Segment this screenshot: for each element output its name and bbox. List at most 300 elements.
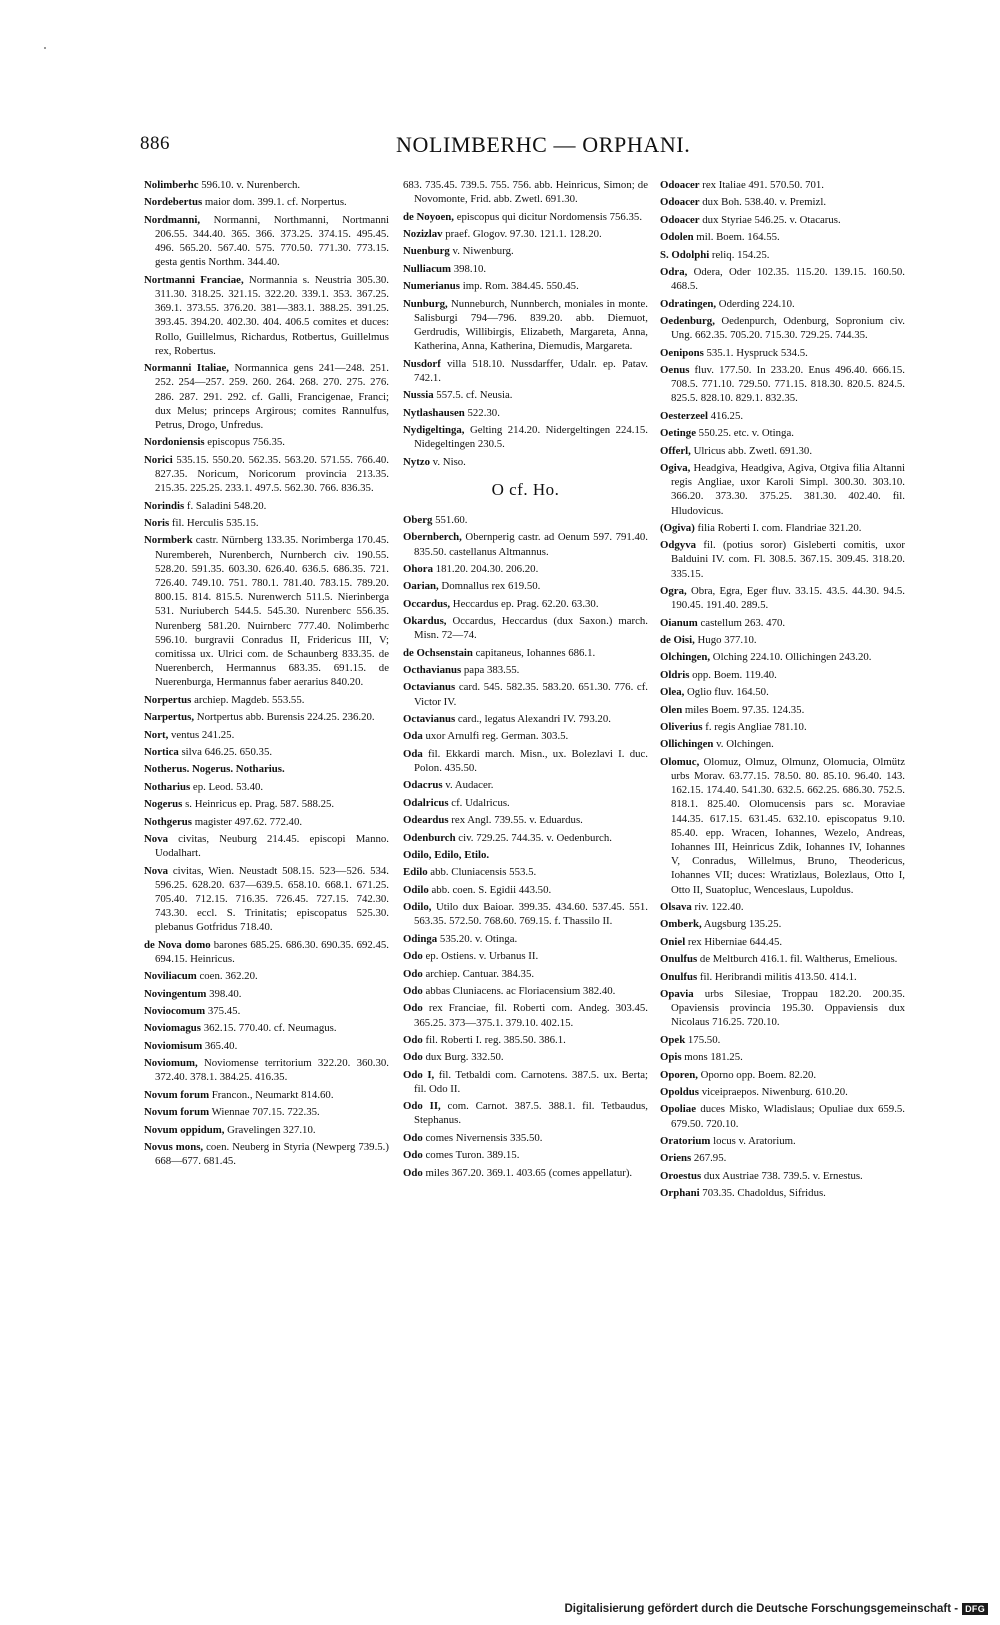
entry-headword: Nydigeltinga,	[403, 423, 465, 436]
index-entry	[403, 227, 648, 241]
entry-references: Olomuz, Olmuz, Olmunz, Olomucia, Olmütz urbs Morav. 63.77.15. 78.50. 80. 85.10. 96.40. 143. 162.15. 174.40. 541.30. 632.5. 662.25. 686.30. 752.5. 818.1. 825.40. Olomucensis pars sc. Moraviae 144.35. 617.15. 631.45. 632.10. episcopatus 9.10. 85.40. epp. Wracen, Iohannes, Wezelo, Andreas, Iohannes III, Heinricus Zdik, Iohannes IV, Iohannes V, Conradus, Willelmus, Bruno, Theodericus, Iohannes VII; duces: Wratizlaus, Bolezlaus, Otto I, Otto II, Suatopluc, Wenceslaus, Lupoldus.	[671, 755, 905, 896]
entry-headword: Novum forum	[144, 1106, 210, 1119]
entry-headword: Olen	[660, 703, 683, 716]
entry-references: card. 545. 582.35. 583.20. 651.30. 776. cf. Victor IV.	[414, 681, 648, 708]
index-entry	[660, 178, 905, 192]
entry-references: magister 497.62. 772.40.	[192, 815, 303, 828]
entry-references: Gelting 214.20. Nidergeltingen 224.15. Nidegeltingen 230.5.	[414, 423, 648, 451]
entry-headword: Onulfus	[660, 953, 698, 966]
entry-headword: Odra,	[660, 265, 688, 278]
entry-references: civitas, Wien. Neustadt 508.15. 523—526. 534. 596.25. 628.20. 637—639.5. 658.10. 668.1. 671.25. 705.40. 712.15. 716.35. 726.45. 727.15. 742.30. 743.30. eccl. S. Trinitatis; episcopatus 525.30. plebanus Gotfridus 718.40.	[155, 864, 389, 934]
entry-references: opp. Boem. 119.40.	[689, 668, 777, 681]
index-entry	[403, 848, 648, 862]
index-entry	[144, 516, 389, 530]
entry-references: ep. Leod. 53.40.	[190, 780, 264, 793]
credit-text: Digitalisierung gefördert durch die Deutsche Forschungsgemeinschaft -	[564, 1603, 959, 1615]
entry-references: 550.25. etc. v. Otinga.	[695, 427, 794, 440]
entry-headword: Onulfus	[660, 970, 698, 983]
entry-references: Utilo dux Baioar. 399.35. 434.60. 537.45. 551. 563.35. 572.50. 768.60. 769.15. f. Thassilo II.	[414, 901, 648, 928]
index-entry	[660, 1169, 905, 1183]
entry-references: Normannica gens 241—248. 251. 252. 254—257. 259. 260. 264. 268. 270. 275. 276. 286. 287. 291. 292. cf. Galli, Francigenae, Franci; dux Melus; princeps Argirous; comites Rannulfus, Petrus, Drogo, Unfredus.	[155, 362, 389, 431]
index-entry	[403, 865, 648, 879]
entry-headword: Odo	[403, 1131, 423, 1144]
index-entry	[660, 363, 905, 406]
entry-headword: Omberk,	[660, 918, 702, 931]
entry-references: 365.40.	[202, 1039, 238, 1052]
entry-headword: Opek	[660, 1033, 686, 1046]
index-entry	[403, 1099, 648, 1127]
entry-references: Oporno opp. Boem. 82.20.	[697, 1068, 817, 1081]
entry-headword: Normberk	[144, 534, 193, 547]
entry-references: Gravelingen 327.10.	[224, 1123, 316, 1136]
entry-references: Normanni, Northmanni, Nortmanni 206.55. 344.40. 365. 366. 373.25. 374.15. 495.45. 496. 565.20. 567.40. 575. 770.50. 771.30. 773.15. gesta gentis Northm. 344.40.	[155, 213, 389, 269]
entry-headword: Oratorium	[660, 1134, 711, 1147]
index-entry	[403, 455, 648, 469]
entry-headword: Nuenburg	[403, 245, 450, 258]
entry-headword: Normanni Italiae,	[144, 362, 229, 375]
index-column-3	[660, 178, 905, 1203]
entry-headword: Ogiva,	[660, 461, 691, 474]
entry-headword: Oenus	[660, 363, 690, 376]
entry-headword: Nussia	[403, 389, 434, 402]
index-entry	[144, 864, 389, 935]
entry-headword: Nordmanni,	[144, 213, 201, 226]
entry-headword: Narpertus,	[144, 711, 195, 724]
entry-references: 557.5. cf. Neusia.	[433, 389, 513, 402]
entry-references: locus v. Aratorium.	[710, 1134, 796, 1147]
entry-references: archiep. Magdeb. 553.55.	[191, 693, 305, 706]
index-entry	[403, 513, 648, 527]
entry-headword: Oedenburg,	[660, 314, 715, 327]
index-entry	[144, 969, 389, 983]
index-entry	[144, 745, 389, 759]
entry-headword: Oda	[403, 747, 423, 760]
entry-headword: Odinga	[403, 932, 438, 945]
entry-references: barones 685.25. 686.30. 690.35. 692.45. 694.15. Heinricus.	[155, 938, 390, 965]
entry-references: 398.40.	[206, 987, 242, 1000]
entry-headword: Odo	[403, 1149, 423, 1162]
entry-headword: Odeardus	[403, 814, 449, 827]
entry-references: Francon., Neumarkt 814.60.	[209, 1088, 334, 1101]
entry-headword: Norpertus	[144, 693, 192, 706]
index-entry	[144, 213, 389, 270]
entry-references: dux Boh. 538.40. v. Premizl.	[699, 196, 827, 209]
entry-references: Ulricus abb. Zwetl. 691.30.	[690, 444, 813, 457]
entry-headword: Nunburg,	[403, 297, 448, 310]
index-entry	[660, 195, 905, 209]
index-entry	[403, 406, 648, 420]
entry-references: fil. (potius soror) Gisleberti comitis, uxor Balduini IV. com. Fl. 308.5. 367.15. 309.45. 318.20. 335.15.	[671, 539, 905, 580]
index-entry	[403, 1068, 648, 1096]
index-entry	[403, 279, 648, 293]
index-entry	[403, 984, 648, 998]
index-entry	[403, 1131, 648, 1145]
index-entry	[660, 314, 905, 342]
entry-headword: Noviomisum	[144, 1039, 203, 1052]
entry-references: Heccardus ep. Prag. 62.20. 63.30.	[450, 597, 599, 610]
index-entry	[403, 579, 648, 593]
entry-headword: Octhavianus	[403, 664, 462, 677]
index-entry	[403, 388, 648, 402]
index-entry	[660, 1151, 905, 1165]
entry-headword: Nogerus	[144, 798, 183, 811]
index-entry	[403, 883, 648, 897]
entry-references: comes Nivernensis 335.50.	[422, 1131, 543, 1144]
entry-references: fluv. 177.50. In 233.20. Enus 496.40. 666.15. 708.5. 771.10. 729.50. 771.15. 818.30. 820.5. 824.5. 825.5. 828.10. 829.1. 832.35.	[671, 363, 905, 405]
scan-speck	[44, 47, 46, 49]
entry-headword: Olsava	[660, 901, 692, 914]
entry-references: 267.95.	[691, 1152, 727, 1165]
index-entry	[144, 1056, 389, 1084]
entry-references: villa 518.10. Nussdarffer, Udalr. ep. Patav. 742.1.	[414, 357, 648, 384]
entry-headword: Novum oppidum,	[144, 1123, 225, 1136]
entry-references: silva 646.25. 650.35.	[178, 745, 273, 758]
entry-references: Nunneburch, Nunnberch, moniales in monte. Salisburgi 794—796. 839.20. abb. Diemuot, Gerdrudis, Willibirgis, Elizabeth, Margareta, Anna, Katherina, Anna, Katherina, Diemudis, Margareta.	[414, 297, 648, 353]
index-entry	[660, 737, 905, 751]
entry-references: urbs Silesiae, Troppau 182.20. 200.35. Opaviensis provincia 195.30. Oppaviensis dux Nicolaus 716.25. 720.10.	[671, 987, 905, 1029]
entry-references: castellum 263. 470.	[697, 616, 786, 629]
entry-references: rex Franciae, fil. Roberti com. Andeg. 303.45. 365.25. 373—375.1. 379.10. 402.15.	[414, 1002, 648, 1029]
entry-headword: Oriens	[660, 1152, 692, 1165]
entry-references: Oderding 224.10.	[716, 297, 795, 310]
index-entry	[144, 195, 389, 209]
entry-references: ventus 241.25.	[168, 728, 235, 741]
entry-references: Headgiva, Headgiva, Agiva, Otgiva filia Altanni regis Angliae, uxor Karoli Simpl. 300.30. 303.10. 366.20. 373.30. 375.25. 381.30. 402.40. fil. Hludovicus.	[671, 461, 905, 517]
index-entry	[660, 616, 905, 630]
entry-references: v. Olchingen.	[713, 738, 774, 751]
entry-references: 535.1. Hyspruck 534.5.	[703, 346, 808, 359]
index-entry	[403, 900, 648, 928]
index-entry	[144, 1123, 389, 1137]
index-entry	[403, 1166, 648, 1180]
entry-references: filia Roberti I. com. Flandriae 321.20.	[694, 521, 862, 534]
entry-references: coen. 362.20.	[196, 970, 258, 983]
entry-headword: Oetinge	[660, 427, 696, 440]
index-entry	[660, 952, 905, 966]
index-entry	[660, 1068, 905, 1082]
entry-headword: Odilo, Edilo, Etilo.	[403, 848, 490, 861]
entry-headword: Olea,	[660, 686, 685, 699]
entry-references: abb. coen. S. Egidii 443.50.	[428, 883, 552, 896]
entry-references: episcopus qui dicitur Nordomensis 756.35.	[454, 210, 643, 223]
entry-headword: Oroestus	[660, 1169, 702, 1182]
entry-headword: S. Odolphi	[660, 248, 710, 261]
entry-references: castr. Nürnberg 133.35. Norimberga 170.45. Nurembereh, Nurenberch, Nurnberch civ. 190.55. 528.20. 591.35. 603.30. 626.40. 636.5. 686.35. 721. 726.40. 749.10. 751. 780.1. 781.40. 783.15. 789.20. 800.15. 814. 815.5. Nurenwerch 511.5. Nierinberga 531. Nuriuberch 544.5. 545.30. Nurenberc 556.35. Nurenberg 581.20. Nuirnberc 777.40. Nolimberhc 596.10. burgravii Conradus II, Fridericus III, V; comitissa ux. Ulrici com. de Schaunberg 833.35. de Nuerenberch, Hermannus 683.35. 691.15. de Nuerenburga, Hermannus faber aerarius 840.20.	[155, 534, 389, 689]
entry-headword: Odo	[403, 1166, 423, 1179]
index-entry	[660, 1050, 905, 1064]
index-entry	[144, 832, 389, 860]
index-entry	[660, 1186, 905, 1200]
index-entry	[144, 273, 389, 358]
entry-headword: Oporen,	[660, 1068, 698, 1081]
index-entry	[144, 1105, 389, 1119]
entry-headword: Oniel	[660, 935, 686, 948]
entry-headword: Odgyva	[660, 539, 696, 552]
entry-headword: Odo	[403, 1033, 423, 1046]
entry-headword: Nozizlav	[403, 227, 443, 240]
index-entry	[660, 1033, 905, 1047]
entry-references: 175.50.	[685, 1033, 721, 1046]
entry-references: 375.45.	[205, 1005, 241, 1018]
index-entry	[660, 444, 905, 458]
entry-headword: Oianum	[660, 616, 698, 629]
index-entry	[403, 357, 648, 385]
index-entry	[660, 584, 905, 612]
index-entry	[660, 248, 905, 262]
entry-references: fil. Roberti I. reg. 385.50. 386.1.	[422, 1033, 566, 1046]
entry-headword: Oarian,	[403, 580, 439, 593]
entry-references: Noviomense territorium 322.20. 360.30. 372.40. 378.1. 384.25. 416.35.	[155, 1057, 389, 1084]
entry-references: comes Turon. 389.15.	[422, 1149, 520, 1162]
entry-references: Nortpertus abb. Burensis 224.25. 236.20.	[194, 711, 375, 724]
entry-headword: Opoldus	[660, 1085, 700, 1098]
entry-references: Wiennae 707.15. 722.35.	[209, 1106, 320, 1119]
entry-references: miles 367.20. 369.1. 403.65 (comes appellatur).	[422, 1166, 633, 1179]
entry-references: dux Burg. 332.50.	[422, 1051, 504, 1064]
index-entry	[660, 900, 905, 914]
entry-headword: Odo	[403, 950, 423, 963]
digitization-credit	[564, 1603, 988, 1615]
index-entry	[660, 521, 905, 535]
entry-references: s. Heinricus ep. Prag. 587. 588.25.	[182, 798, 335, 811]
index-entry	[403, 597, 648, 611]
entry-headword: Noviocomum	[144, 1005, 206, 1018]
entry-headword: Notharius	[144, 780, 191, 793]
entry-references: 416.25.	[707, 409, 744, 422]
entry-references: mons 181.25.	[681, 1051, 743, 1064]
entry-headword: Odalricus	[403, 796, 449, 809]
index-entry	[660, 265, 905, 293]
entry-references: dux Austriae 738. 739.5. v. Ernestus.	[701, 1169, 863, 1182]
entry-headword: Nort,	[144, 728, 169, 741]
entry-headword: Noviomum,	[144, 1057, 198, 1070]
entry-references: viceipraepos. Niwenburg. 610.20.	[699, 1085, 848, 1098]
index-entry	[660, 633, 905, 647]
index-entry	[403, 680, 648, 708]
entry-headword: Noris	[144, 516, 170, 529]
entry-headword: Offerl,	[660, 444, 691, 457]
entry-headword: Nytlashausen	[403, 406, 465, 419]
index-entry	[144, 1039, 389, 1053]
entry-references: fil. Tetbaldi com. Carnotens. 387.5. ux. Berta; fil. Odo II.	[414, 1068, 648, 1095]
entry-references: de Meltburch 416.1. fil. Waltherus, Emelious.	[697, 953, 898, 966]
entry-references: ep. Ostiens. v. Urbanus II.	[422, 950, 539, 963]
index-entry	[403, 813, 648, 827]
entry-references: Olching 224.10. Ollichingen 243.20.	[710, 651, 872, 664]
entry-headword: de Ochsenstain	[403, 646, 473, 659]
entry-references: dux Styriae 546.25. v. Otacarus.	[699, 213, 841, 226]
index-column-2	[403, 178, 648, 1183]
entry-headword: Nova	[144, 864, 168, 877]
entry-headword: Nortmanni Franciae,	[144, 273, 244, 286]
entry-headword: Olomuc,	[660, 755, 700, 768]
entry-headword: Occardus,	[403, 597, 451, 610]
entry-references: 703.35. Chadoldus, Sifridus.	[699, 1187, 826, 1200]
index-entry	[403, 1033, 648, 1047]
entry-references: f. Saladini 548.20.	[184, 499, 267, 512]
entry-headword: Odoacer	[660, 196, 700, 209]
entry-headword: Nortica	[144, 745, 179, 758]
index-entry	[403, 663, 648, 677]
index-entry	[660, 213, 905, 227]
index-entry	[144, 693, 389, 707]
entry-references: Obra, Egra, Eger fluv. 33.15. 43.5. 44.30. 94.5. 190.45. 191.40. 289.5.	[671, 585, 905, 612]
entry-references: Domnallus rex 619.50.	[438, 580, 541, 593]
entry-references: fil. Heribrandi militis 413.50. 414.1.	[697, 970, 857, 983]
entry-references: riv. 122.40.	[691, 901, 744, 914]
entry-references: Oedenpurch, Odenburg, Sopronium civ. Ung. 662.35. 705.20. 715.30. 729.25. 744.35.	[671, 314, 905, 342]
entry-headword: Ohora	[403, 562, 433, 575]
index-entry	[403, 1001, 648, 1029]
entry-headword: Novingentum	[144, 987, 207, 1000]
index-entry	[660, 297, 905, 311]
entry-headword: Ogra,	[660, 585, 687, 598]
index-entry	[403, 1050, 648, 1064]
entry-headword: Odratingen,	[660, 297, 717, 310]
entry-references: Hugo 377.10.	[694, 634, 757, 647]
entry-headword: Nordebertus	[144, 196, 203, 209]
entry-headword: Novum forum	[144, 1088, 210, 1101]
entry-headword: Numerianus	[403, 280, 460, 293]
entry-references: capitaneus, Iohannes 686.1.	[472, 646, 596, 659]
index-entry	[144, 178, 389, 192]
entry-references: 551.60.	[432, 513, 468, 526]
entry-references: 596.10. v. Nurenberch.	[198, 179, 301, 191]
index-column-1	[144, 178, 389, 1172]
entry-references: imp. Rom. 384.45. 550.45.	[460, 280, 579, 293]
index-entry	[660, 935, 905, 949]
entry-references: 683. 735.45. 739.5. 755. 756. abb. Heinricus, Simon; de Novomonte, Frid. abb. Zwetl. 691.30.	[403, 179, 648, 206]
index-entry	[403, 949, 648, 963]
entry-headword: Novus mons,	[144, 1141, 204, 1154]
index-entry	[144, 1140, 389, 1168]
index-entry	[403, 796, 648, 810]
entry-headword: Notherus. Nogerus. Notharius.	[144, 763, 285, 776]
entry-headword: (Ogiva)	[660, 521, 695, 534]
entry-headword: Nulliacum	[403, 262, 451, 275]
index-entry	[660, 461, 905, 518]
entry-headword: Opoliae	[660, 1103, 696, 1116]
entry-references: 181.20. 204.30. 206.20.	[433, 562, 539, 575]
entry-headword: Noviliacum	[144, 970, 197, 983]
entry-headword: Orphani	[660, 1187, 700, 1200]
index-entry	[144, 1021, 389, 1035]
entry-headword: Odoacer	[660, 213, 700, 226]
index-entry	[403, 423, 648, 451]
index-entry	[144, 1004, 389, 1018]
entry-headword: Edilo	[403, 866, 428, 879]
entry-references: duces Misko, Wladislaus; Opuliae dux 659.5. 679.50. 720.10.	[671, 1103, 905, 1130]
index-entry	[403, 646, 648, 660]
entry-references: maior dom. 399.1. cf. Norpertus.	[202, 196, 347, 209]
index-entry	[403, 562, 648, 576]
entry-headword: Oda	[403, 730, 423, 743]
entry-references: 398.10.	[451, 262, 487, 275]
index-entry	[403, 729, 648, 743]
entry-headword: Oberg	[403, 513, 433, 526]
running-head: NOLIMBERHC — ORPHANI.	[396, 132, 691, 157]
entry-references: uxor Arnulfi reg. German. 303.5.	[422, 730, 569, 743]
entry-headword: de Oisi,	[660, 634, 695, 647]
entry-headword: Nytzo	[403, 455, 430, 468]
entry-references: Normannia s. Neustria 305.30. 311.30. 318.25. 321.15. 322.20. 339.1. 353. 367.25. 369.1. 373.55. 376.20. 381—383.1. 388.25. 391.25. 393.45. 394.20. 402.30. 404. 406.5 comites et duces: Rollo, Guillelmus, Richardus, Rotbertus, Guillelmus rex, Robertus.	[155, 273, 389, 357]
entry-headword: de Nova domo	[144, 938, 211, 951]
entry-references: reliq. 154.25.	[709, 248, 770, 261]
index-entry	[403, 967, 648, 981]
entry-headword: Obernberch,	[403, 531, 462, 544]
entry-headword: Odolen	[660, 231, 694, 244]
entry-references: f. regis Angliae 781.10.	[702, 721, 807, 734]
index-entry	[660, 650, 905, 664]
index-entry	[144, 361, 389, 432]
entry-references: Odera, Oder 102.35. 115.20. 139.15. 160.50. 468.5.	[671, 265, 905, 293]
entry-references: rex Hiberniae 644.45.	[685, 935, 783, 948]
entry-references: 535.20. v. Otinga.	[437, 932, 518, 945]
entry-headword: Opavia	[660, 987, 694, 1000]
entry-references: Augsburg 135.25.	[701, 918, 782, 931]
entry-headword: Odo I,	[403, 1068, 435, 1081]
index-entry	[660, 755, 905, 897]
index-entry	[144, 938, 389, 966]
index-entry	[144, 1088, 389, 1102]
entry-references: fil. Herculis 535.15.	[169, 516, 259, 529]
entry-references: abbas Cluniacens. ac Floriacensium 382.40.	[422, 984, 616, 997]
index-entry	[403, 778, 648, 792]
entry-headword: Oesterzeel	[660, 409, 708, 422]
entry-references: 535.15. 550.20. 562.35. 563.20. 571.55. 766.40. 827.35. Noricum, Noricorum provincia 213.35. 215.35. 225.25. 233.1. 497.5. 562.30. 766. 836.35.	[155, 453, 389, 495]
entry-headword: Odilo	[403, 883, 429, 896]
index-entry	[403, 747, 648, 775]
index-entry	[403, 262, 648, 276]
index-entry	[660, 668, 905, 682]
entry-headword: Nothgerus	[144, 815, 192, 828]
index-entry	[144, 762, 389, 776]
entry-headword: Ollichingen	[660, 738, 714, 751]
index-entry	[660, 230, 905, 244]
entry-references: Oglio fluv. 164.50.	[684, 686, 769, 699]
entry-references: rex Italiae 491. 570.50. 701.	[699, 179, 825, 191]
index-entry	[144, 987, 389, 1001]
entry-references: v. Niso.	[429, 455, 466, 468]
index-entry	[144, 815, 389, 829]
index-entry	[660, 685, 905, 699]
entry-references: civ. 729.25. 744.35. v. Oedenburch.	[455, 831, 612, 844]
entry-headword: Norindis	[144, 499, 185, 512]
entry-headword: Olchingen,	[660, 651, 711, 664]
index-entry	[660, 426, 905, 440]
entry-references: archiep. Cantuar. 384.35.	[422, 967, 535, 980]
entry-headword: Oliverius	[660, 721, 703, 734]
entry-references: 522.30.	[464, 406, 500, 419]
entry-references: miles Boem. 97.35. 124.35.	[682, 703, 805, 716]
index-entry	[403, 210, 648, 224]
index-entry	[660, 1102, 905, 1130]
index-entry	[660, 1134, 905, 1148]
entry-references: v. Niwenburg.	[449, 245, 514, 258]
entry-headword: Odo II,	[403, 1100, 441, 1113]
index-entry	[403, 932, 648, 946]
entry-headword: Noviomagus	[144, 1022, 201, 1035]
index-entry	[144, 710, 389, 724]
index-entry	[660, 970, 905, 984]
entry-references: mil. Boem. 164.55.	[693, 231, 780, 244]
entry-headword: Odo	[403, 1002, 423, 1015]
entry-references: fil. Ekkardi march. Misn., ux. Bolezlavi I. duc. Polon. 435.50.	[414, 747, 648, 775]
index-entry	[660, 703, 905, 717]
index-entry	[660, 720, 905, 734]
entry-headword: Odilo,	[403, 901, 432, 914]
entry-headword: Octavianus	[403, 713, 456, 726]
